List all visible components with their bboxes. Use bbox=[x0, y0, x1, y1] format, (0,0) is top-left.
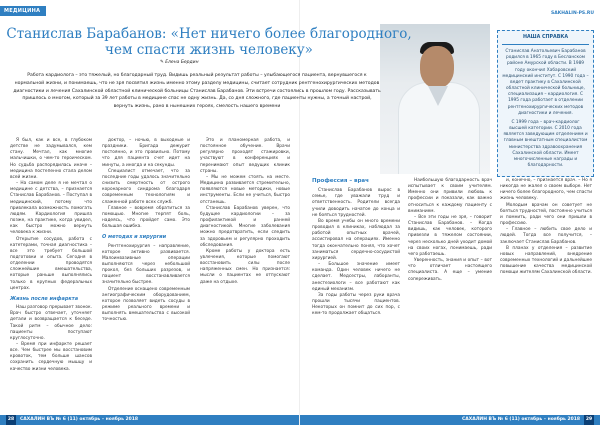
column-5 bbox=[408, 178, 492, 283]
subheading: Жизнь после инфаркта bbox=[10, 295, 79, 302]
section-title: Профессия – врач bbox=[312, 178, 369, 184]
footer-text: САХАЛИН ВЪ № 6 (11) октябрь – ноябрь 2018 bbox=[461, 417, 580, 422]
article-lead: Работа кардиолога – это тяжелый, но благодарный труд. Видишь реальный результат работы – улыбающегося пациента, вернувшегося к нормальной жизни, и понимаешь, что не зря посвятил жизнь именно этому разделу медицины, считает сотрудник рентгенохирургических методов диагностики и лечения Сахалинской областной клинической больницы Станислав Барабанов. Эти встречи состоялись в прошлом году. Рассказывать пришлось о многом, который за 39 лет работы в медицине спас не одну жизнь. Да, со дня сложного, где пациенты нужны, а точный настрой, вернуть жизнь, рано в нынешних героях, смелость нашего времени bbox=[13, 73, 381, 110]
paragraph: Наибольшую благодарность врач испытывает к своим учителям. Именно они привили любовь к профессии и показали, как важно относиться к каждому пациенту с вниманием. bbox=[408, 178, 492, 214]
column-1 bbox=[10, 138, 92, 373]
paragraph: – Мы не можем стоять на месте. Медицина развивается стремительно, появляются новые методики, новые инструменты. Если не учиться, быстро отстанешь. bbox=[200, 174, 290, 205]
site-url: SAKHALIN-PS.RU bbox=[550, 11, 594, 16]
author-name: Елена Бердин bbox=[165, 60, 199, 65]
column-2 bbox=[102, 138, 190, 324]
paragraph: – Большое значение имеет команда. Один человек ничего не сделает. Медсестры, лаборанты, анестезиологи – все работают как единый механизм. bbox=[312, 262, 400, 292]
paragraph: В планах у отделения – развитие новых направлений, внедрение современных технологий и дальнейшее повышение качества медицинской помощи жителям Сахалинской области. bbox=[500, 245, 592, 276]
column-4 bbox=[312, 178, 400, 317]
paragraph: доктор, – ночью, в выходные и праздники. Бригада дежурит постоянно, и это правильно. Потому что для пациента счет идет на минуты, а иногда и на секунды. bbox=[102, 138, 190, 168]
paragraph: и, конечно, – признается врач. – Но я никогда не жалел о своем выборе. Нет ничего более благородного, чем спасти жизнь человеку. bbox=[500, 178, 592, 202]
info-box-text: Станислав Анатольевич Барабанов родился в 1965 году в Бесланском районе Амурской области. В 1989 году окончил Хабаровский медицинский институт. С 1990 года – ведет практику в Сахалинской областной клинической больнице, специализация – кардиология. С 1995 года работает в отделении рентгенохирургических методов диагностики и лечения. bbox=[502, 49, 589, 116]
info-box-text: С 1999 года – врач-кардиолог высшей категории. С 2010 года является заведующим отделением и главным внештатным специалистом министерства здравоохранения Сахалинской области. Имеет многочисленные награды и благодарности. bbox=[503, 119, 588, 168]
paragraph: Открытие сосудов, работа с катетерами, точная диагностика – все это требует большой подготовки и опыта. Сегодня в отделении проводятся сложнейшие вмешательства, которые раньше выполнялись только в крупных федеральных центрах. bbox=[10, 236, 92, 291]
info-box bbox=[497, 30, 594, 177]
paragraph: Рентгенохирургия – направление, которое активно развивается. Малоинвазивные операции выполняются через небольшой прокол, без больших разрезов, и пациент восстанавливается значительно быстрее. bbox=[102, 243, 190, 286]
head-shape bbox=[420, 46, 454, 88]
paragraph: Уверенность, знания и опыт – вот что отличает настоящего специалиста. А еще – умение сопереживать. bbox=[408, 258, 492, 282]
paragraph: – Главное – любить свое дело и людей. Тогда все получится, – заключает Станислав Барабанов. bbox=[500, 227, 592, 245]
paragraph: – Время при инфаркте решает все. Чем быстрее мы восстановим кровоток, тем больше шансов сохранить сердечную мышцу и качество жизни человека. bbox=[10, 342, 92, 372]
page-number: 29 bbox=[584, 415, 594, 425]
paragraph: – Все эти годы не зря, – говорит Станислав Барабанов. – Когда видишь, как человек, которого привезли в тяжелом состоянии, через несколько дней уходит домой на своих ногах, понимаешь, ради чего работаешь. bbox=[408, 214, 492, 257]
paragraph: Отделение оснащено современным ангиографическим оборудованием, которое позволяет видеть сосуды в режиме реального времени и выполнять вмешательства с высокой точностью. bbox=[102, 286, 190, 323]
paragraph: Станислав Барабанов вырос в семье, где уважали труд и ответственность. Родители всегда учили доводить начатое до конца и не бояться трудностей. bbox=[312, 188, 400, 218]
paragraph: Станислав Барабанов уверен, что будущее кардиологии – за профилактикой и ранней диагностикой. Многие заболевания можно предотвратить, если следить за здоровьем и регулярно проходить обследования. bbox=[200, 205, 290, 248]
article-title: Станислав Барабанов: «Нет ничего более благородного, чем спасти жизнь человеку» bbox=[6, 26, 412, 58]
paragraph: – На самом деле я не мечтал о медицине с детства, – признается Станислав Барабанов. – Поступал в медицинский, потому что привлекала возможность помогать людям. Кардиология пришла позже, на практике, когда увидел, как быстро можно вернуть человека к жизни. bbox=[10, 181, 92, 236]
article-byline: ✎ Елена Бердин bbox=[160, 60, 199, 65]
paragraph: Специалист отмечает, что за последние годы удалось значительно снизить смертность от острого коронарного синдрома благодаря современным технологиям и слаженной работе всех служб. bbox=[102, 168, 190, 205]
section-rubric: МЕДИЦИНА bbox=[0, 6, 46, 16]
subheading: О методах и хирургии bbox=[102, 234, 167, 241]
right-page bbox=[300, 0, 600, 425]
paragraph: Молодым врачам он советует не бояться трудностей, постоянно учиться и помнить, ради чего они пришли в профессию. bbox=[500, 202, 592, 227]
paragraph: Это и планомерная работа, и постоянное обучение. Врачи регулярно проходят стажировки, участвуют в конференциях и перенимают опыт ведущих клиник страны. bbox=[200, 138, 290, 174]
paragraph: Главное – вовремя обратиться за помощью. Многие терпят боль, надеясь, что пройдет само. Это большая ошибка. bbox=[102, 205, 190, 230]
footer-bar bbox=[0, 415, 300, 425]
paragraph: Во время учебы он много времени проводил в клиниках, наблюдал за работой опытных врачей, ассистировал на операциях. Именно тогда окончательно понял, что хочет заниматься сердечно-сосудистой хирургией. bbox=[312, 218, 400, 261]
info-box-heading: НАША СПРАВКА bbox=[522, 35, 569, 40]
footer-bar bbox=[300, 415, 600, 425]
paragraph: Наш разговор прерывает звонок. Врач быстро отвечает, уточняет детали и возвращается к беседе. Такой ритм – обычное дело: пациенты поступают круглосуточно. bbox=[10, 305, 92, 341]
page-number: 28 bbox=[6, 415, 16, 425]
column-6 bbox=[500, 178, 592, 277]
paragraph: Кроме работы у доктора есть увлечения, которые помогают восстановить силы после напряженных смен. Но признается: мысли о пациентах не отпускают даже на отдыхе. bbox=[200, 248, 290, 285]
footer-text: САХАЛИН ВЪ № 6 (11) октябрь – ноябрь 2018 bbox=[20, 417, 139, 422]
column-3 bbox=[200, 138, 290, 286]
divider bbox=[502, 44, 589, 45]
paragraph: Я был, как и все, в глубоком детстве не задумывался, кем стану. Мечтал, как многие мальчишки, о чем-то героическом. Но судьба распорядилась иначе – медицина постепенно стала делом всей жизни. bbox=[10, 138, 92, 180]
paragraph: За годы работы через руки врача прошли тысячи пациентов. Некоторых он помнит до сих пор, с кем-то продолжает общаться. bbox=[312, 292, 400, 317]
